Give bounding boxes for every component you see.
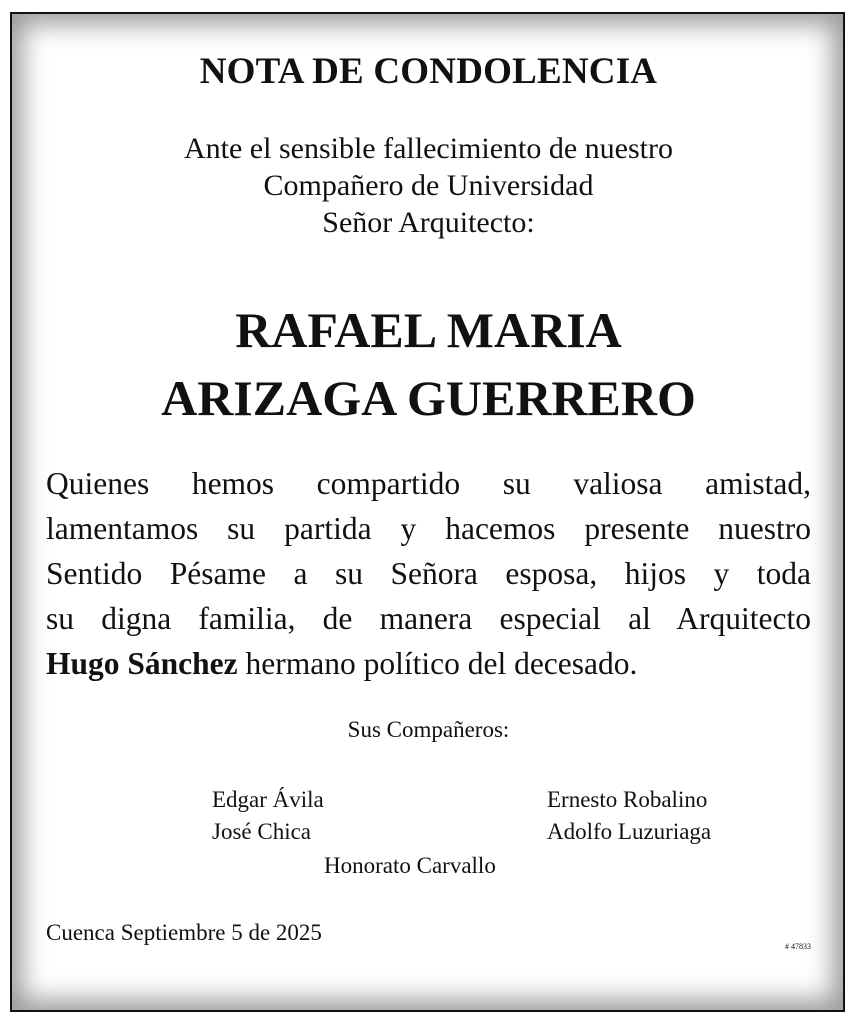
intro-line: Ante el sensible fallecimiento de nuestro (183, 132, 673, 165)
signatory-name: Honorato Carvallo (324, 853, 496, 878)
intro-text (0, 130, 857, 241)
intro-line: Señor Arquitecto: (322, 206, 535, 239)
place-date: Cuenca Septiembre 5 de 2025 (46, 920, 322, 945)
highlighted-name: Hugo Sánchez (46, 646, 238, 681)
signatories-heading: Sus Compañeros: (347, 717, 510, 742)
condolence-body (46, 461, 811, 686)
body-line-last (46, 641, 811, 686)
deceased-name (0, 296, 857, 432)
deceased-name-line: ARIZAGA GUERRERO (161, 370, 696, 426)
body-line: su digna familia, de manera especial al Arquitecto (46, 601, 811, 636)
body-line-rest: hermano político del decesado. (237, 646, 638, 681)
signatory-name: Adolfo Luzuriaga (547, 819, 712, 844)
signatory-name: José Chica (212, 819, 312, 844)
signatory-name: Ernesto Robalino (547, 787, 708, 812)
body-line: lamentamos su partida y hacemos presente nuestro (46, 511, 811, 546)
deceased-name-line: RAFAEL MARIA (235, 302, 622, 358)
body-line: Quienes hemos compartido su valiosa amistad, (46, 466, 811, 501)
body-line: Sentido Pésame a su Señora esposa, hijos y toda (46, 556, 811, 591)
signatory-name: Edgar Ávila (212, 787, 324, 812)
intro-line: Compañero de Universidad (263, 169, 594, 202)
notice-title: NOTA DE CONDOLENCIA (199, 51, 658, 92)
ad-code: # 47833 (785, 942, 811, 951)
